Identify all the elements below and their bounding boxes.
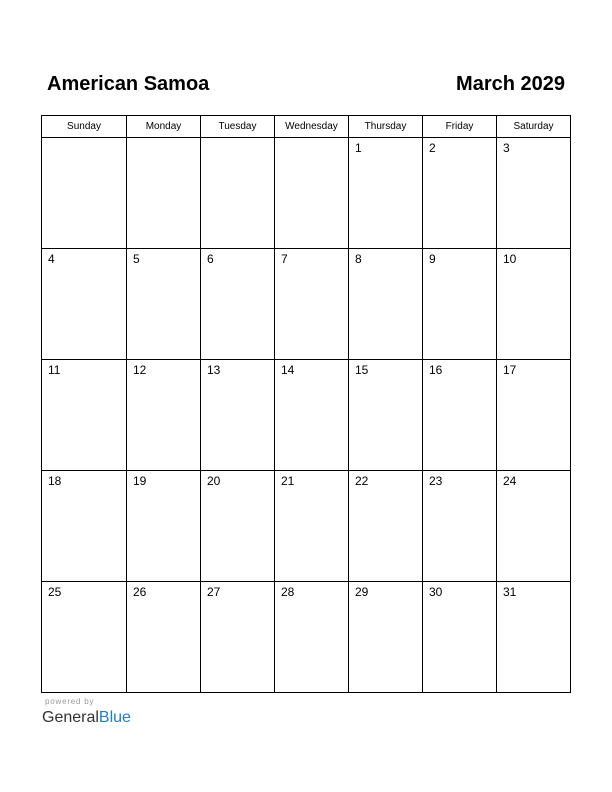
day-cell xyxy=(201,471,275,582)
day-number: 27 xyxy=(207,585,221,599)
day-cell xyxy=(423,582,497,693)
day-cell xyxy=(42,249,127,360)
day-number: 22 xyxy=(355,474,369,488)
day-number: 8 xyxy=(355,252,362,266)
day-cell xyxy=(349,138,423,249)
day-number xyxy=(201,138,274,141)
day-cell xyxy=(275,582,349,693)
week-row xyxy=(42,249,571,360)
day-number: 12 xyxy=(133,363,147,377)
day-number: 26 xyxy=(133,585,147,599)
day-number: 4 xyxy=(48,252,55,266)
brand-blue-text: Blue xyxy=(98,709,131,726)
day-number: 23 xyxy=(429,474,443,488)
day-cell xyxy=(275,138,349,249)
weekday-saturday: Saturday xyxy=(497,116,571,138)
day-number: 6 xyxy=(207,252,214,266)
day-cell xyxy=(275,471,349,582)
day-cell xyxy=(201,138,275,249)
month-grid xyxy=(41,115,571,693)
day-cell xyxy=(497,249,571,360)
day-cell xyxy=(423,360,497,471)
day-number: 9 xyxy=(429,252,436,266)
weekday-thursday: Thursday xyxy=(349,116,423,138)
day-number: 18 xyxy=(48,474,62,488)
day-cell xyxy=(275,360,349,471)
day-cell xyxy=(42,138,127,249)
day-number: 20 xyxy=(207,474,221,488)
day-number: 10 xyxy=(503,252,517,266)
powered-by-text: powered by xyxy=(45,697,95,706)
day-number: 30 xyxy=(429,585,443,599)
day-cell xyxy=(497,471,571,582)
day-number: 31 xyxy=(503,585,517,599)
day-cell xyxy=(497,582,571,693)
day-number: 5 xyxy=(133,252,140,266)
day-number: 24 xyxy=(503,474,517,488)
day-number xyxy=(275,138,348,141)
day-number: 1 xyxy=(355,141,362,155)
calendar-month-title: March 2029 xyxy=(456,73,565,95)
day-number: 11 xyxy=(48,363,61,377)
generalblue-logo[interactable] xyxy=(42,708,131,728)
weekday-tuesday: Tuesday xyxy=(201,116,275,138)
day-number: 13 xyxy=(207,363,221,377)
day-cell xyxy=(42,471,127,582)
day-number: 14 xyxy=(281,363,295,377)
day-number: 7 xyxy=(281,252,288,266)
weekday-sunday: Sunday xyxy=(42,116,127,138)
day-cell xyxy=(127,249,201,360)
day-cell xyxy=(423,138,497,249)
day-number: 17 xyxy=(503,363,517,377)
day-cell xyxy=(423,471,497,582)
week-row xyxy=(42,582,571,693)
day-cell xyxy=(423,249,497,360)
day-number: 15 xyxy=(355,363,369,377)
day-number: 3 xyxy=(503,141,510,155)
calendar-region-title: American Samoa xyxy=(47,73,210,95)
day-number: 19 xyxy=(133,474,147,488)
day-cell xyxy=(127,582,201,693)
weekday-monday: Monday xyxy=(127,116,201,138)
day-number: 25 xyxy=(48,585,62,599)
day-cell xyxy=(127,360,201,471)
weekday-header-row xyxy=(42,116,571,138)
day-number: 28 xyxy=(281,585,295,599)
day-cell xyxy=(349,471,423,582)
day-number: 2 xyxy=(429,141,436,155)
day-cell xyxy=(201,249,275,360)
day-cell xyxy=(349,249,423,360)
day-cell xyxy=(127,138,201,249)
brand-general-text: General xyxy=(42,709,99,726)
weekday-wednesday: Wednesday xyxy=(275,116,349,138)
week-row xyxy=(42,138,571,249)
footer-branding xyxy=(42,697,131,728)
day-number: 16 xyxy=(429,363,443,377)
day-cell xyxy=(349,582,423,693)
day-number: 21 xyxy=(281,474,295,488)
day-cell xyxy=(201,582,275,693)
day-cell xyxy=(42,582,127,693)
week-row xyxy=(42,360,571,471)
day-cell xyxy=(497,360,571,471)
day-cell xyxy=(201,360,275,471)
day-number: 29 xyxy=(355,585,369,599)
week-row xyxy=(42,471,571,582)
day-cell xyxy=(497,138,571,249)
day-cell xyxy=(275,249,349,360)
day-number xyxy=(42,138,126,141)
day-cell xyxy=(42,360,127,471)
day-number xyxy=(127,138,200,141)
day-cell xyxy=(127,471,201,582)
weekday-friday: Friday xyxy=(423,116,497,138)
day-cell xyxy=(349,360,423,471)
